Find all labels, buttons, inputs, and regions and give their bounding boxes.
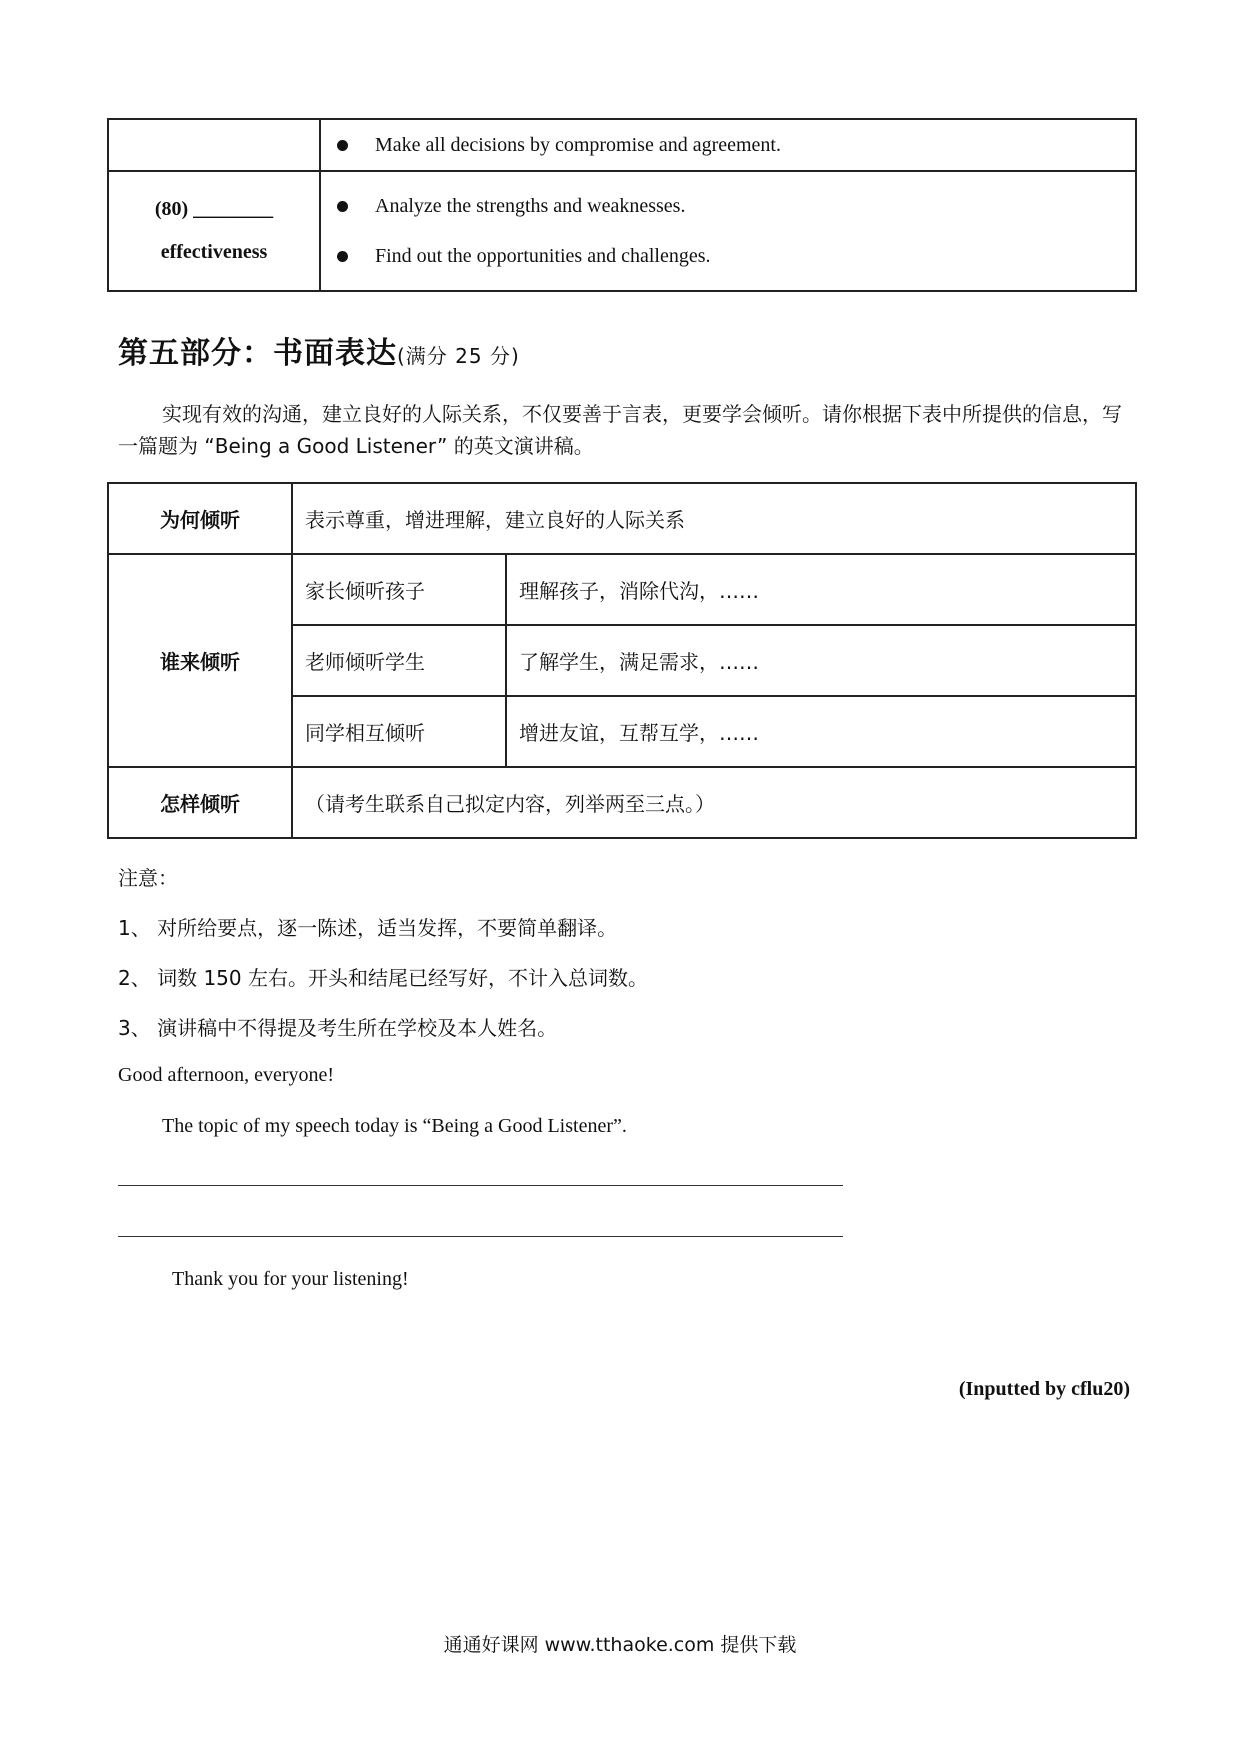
who-head: 谁来倾听 (108, 554, 292, 767)
blank-80: (80) ________ (154, 198, 274, 220)
row-label-cell (108, 171, 320, 291)
bullet-icon (337, 201, 348, 212)
writing-line (118, 1236, 843, 1237)
note-item: 2、 词数 150 左右。开头和结尾已经写好，不计入总词数。 (118, 966, 648, 990)
bullet-item: Find out the opportunities and challenges. (321, 231, 1135, 281)
notes-title: 注意： (118, 866, 178, 890)
listening-table (107, 482, 1137, 839)
writing-line (118, 1185, 843, 1186)
table-row (108, 171, 1136, 291)
how-content: （请考生联系自己拟定内容，列举两至三点。） (292, 767, 1136, 838)
who-cell: 老师倾听学生 (292, 625, 506, 696)
credit-text: (Inputted by cflu20) (958, 1378, 1130, 1400)
speech-greeting: Good afternoon, everyone! (118, 1064, 335, 1086)
bullet-icon (337, 140, 348, 151)
what-cell: 理解孩子，消除代沟，…… (506, 554, 1136, 625)
page-footer: 通通好课网 www.tthaoke.com 提供下载 (443, 1634, 797, 1656)
note-item: 3、 演讲稿中不得提及考生所在学校及本人姓名。 (118, 1016, 558, 1040)
bullet-item: Make all decisions by compromise and agreement. (321, 120, 1135, 170)
strategy-table (107, 118, 1137, 292)
table-row (108, 483, 1136, 554)
what-cell: 了解学生，满足需求，…… (506, 625, 1136, 696)
why-head: 为何倾听 (108, 483, 292, 554)
note-item: 1、 对所给要点，逐一陈述，适当发挥，不要简单翻译。 (118, 916, 618, 940)
who-cell: 家长倾听孩子 (292, 554, 506, 625)
row-items-cell (320, 119, 1136, 171)
bullet-item: Analyze the strengths and weaknesses. (321, 181, 1135, 231)
section-subtitle: (满分 25 分) (397, 344, 520, 368)
who-cell: 同学相互倾听 (292, 696, 506, 767)
section-title: 第五部分：书面表达(满分 25 分) (118, 336, 520, 371)
speech-topic: The topic of my speech today is “Being a Good Listener”. (162, 1115, 627, 1137)
why-content: 表示尊重，增进理解，建立良好的人际关系 (292, 483, 1136, 554)
task-intro: 实现有效的沟通，建立良好的人际关系，不仅要善于言表，更要学会倾听。请你根据下表中所提供的信息，写一篇题为 “Being a Good Listener” 的英文演讲稿。 (118, 402, 1122, 458)
what-cell: 增进友谊，互帮互学，…… (506, 696, 1136, 767)
bullet-icon (337, 251, 348, 262)
table-row (108, 554, 1136, 625)
effectiveness-label: effectiveness (160, 241, 268, 263)
row-items-cell (320, 171, 1136, 291)
how-head: 怎样倾听 (108, 767, 292, 838)
row-label-cell (108, 119, 320, 171)
speech-closing: Thank you for your listening! (172, 1268, 409, 1290)
table-row (108, 767, 1136, 838)
table-row (108, 119, 1136, 171)
